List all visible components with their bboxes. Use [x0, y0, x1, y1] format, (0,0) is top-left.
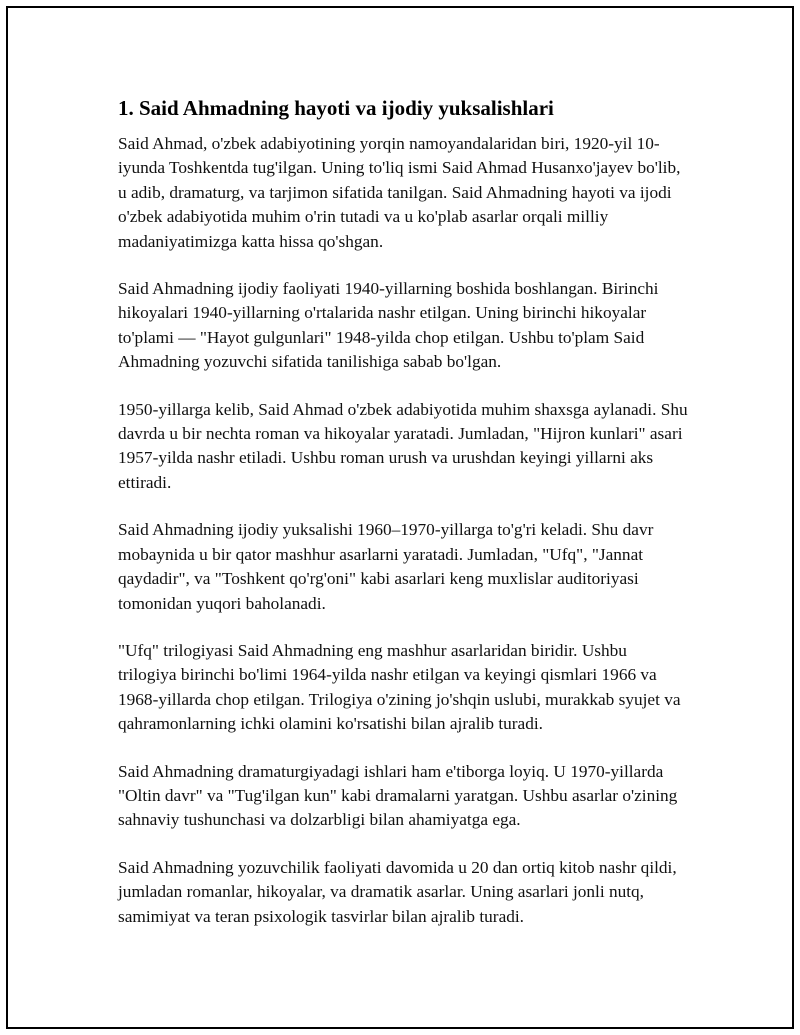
section-title: 1. Said Ahmadning hayoti va ijodiy yuksalishlari: [118, 96, 554, 120]
paragraph-5: "Ufq" trilogiyasi Said Ahmadning eng mashhur asarlaridan biridir. Ushbu trilogiya birinchi bo'limi 1964-yilda nashr etilgan va keyingi qismlari 1966 va 1968-yillarda chop etilgan. Trilogiya o'zining jo'shqin uslubi, murakkab syujet va qahramonlarning ichki olamini ko'rsatishi bilan ajralib turadi.: [118, 640, 681, 734]
document-body: [118, 94, 688, 952]
paragraph-4: Said Ahmadning ijodiy yuksalishi 1960–1970-yillarga to'g'ri keladi. Shu davr mobaynida u bir qator mashhur asarlarni yaratadi. Jumladan, "Ufq", "Jannat qaydadir", va "Toshkent qo'rg'oni" kabi asarlari keng muxlislar auditoriyasi tomonidan yuqori baholanadi.: [118, 520, 654, 613]
paragraph-6: Said Ahmadning dramaturgiyadagi ishlari ham e'tiborga loyiq. U 1970-yillarda "Oltin davr" va "Tug'ilgan kun" kabi dramalarni yaratgan. Ushbu asarlar o'zining sahnaviy tushunchasi va dolzarbligi bilan ahamiyatga ega.: [118, 761, 678, 830]
paragraph-1: Said Ahmad, o'zbek adabiyotining yorqin namoyandalaridan biri, 1920-yil 10-iyunda Toshkentda tug'ilgan. Uning to'liq ismi Said Ahmad Husanxo'jayev bo'lib, u adib, dramaturg, va tarjimon sifatida tanilgan. Said Ahmadning hayoti va ijodi o'zbek adabiyotida muhim o'rin tutadi va u ko'plab asarlar orqali milliy madaniyatimizga katta hissa qo'shgan.: [118, 134, 681, 251]
paragraph-7: Said Ahmadning yozuvchilik faoliyati davomida u 20 dan ortiq kitob nashr qildi, jumladan romanlar, hikoyalar, va dramatik asarlar. Uning asarlari jonli nutq, samimiyat va teran psixologik tasvirlar bilan ajralib turadi.: [118, 857, 677, 926]
paragraph-2: Said Ahmadning ijodiy faoliyati 1940-yillarning boshida boshlangan. Birinchi hikoyalari 1940-yillarning o'rtalarida nashr etilgan. Uning birinchi hikoyalar to'plami — "Hayot gulgunlari" 1948-yilda chop etilgan. Ushbu to'plam Said Ahmadning yozuvchi sifatida tanilishiga sabab bo'lgan.: [118, 279, 659, 372]
page-frame: [6, 6, 794, 1029]
paragraph-3: 1950-yillarga kelib, Said Ahmad o'zbek adabiyotida muhim shaxsga aylanadi. Shu davrda u bir nechta roman va hikoyalar yaratadi. Jumladan, "Hijron kunlari" asari 1957-yilda nashr etiladi. Ushbu roman urush va urushdan keyingi yillarni aks ettiradi.: [118, 399, 688, 492]
